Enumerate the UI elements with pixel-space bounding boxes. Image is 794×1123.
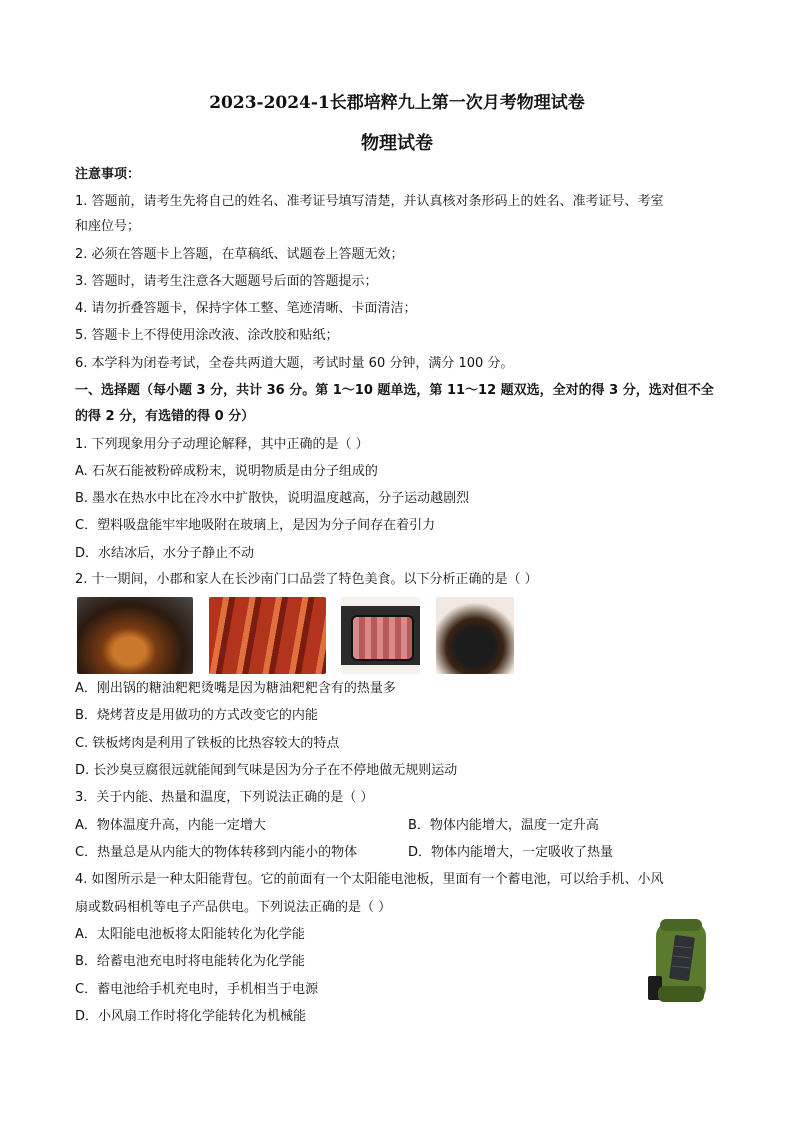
notes-heading: 注意事项： (75, 167, 141, 182)
exam-subtitle: 物理试卷 (361, 133, 433, 154)
q2-option-c: C. 铁板烤肉是利用了铁板的比热容较大的特点 (75, 736, 340, 751)
grilled-skewers-photo (209, 597, 326, 674)
q4-option-c: C．蓄电池给手机充电时，手机相当于电源 (75, 982, 319, 997)
q2-option-d: D. 长沙臭豆腐很远就能闻到气味是因为分子在不停地做无规则运动 (75, 763, 458, 778)
q2-option-a: A．刚出锅的糖油粑粑烫嘴是因为糖油粑粑含有的热量多 (75, 681, 396, 696)
q1-option-d: D．水结冰后，水分子静止不动 (75, 546, 255, 561)
exam-title: 2023-2024-1长郡培粹九上第一次月考物理试卷 (209, 93, 585, 113)
question-1-stem: 1. 下列现象用分子动理论解释，其中正确的是（ ） (75, 437, 369, 452)
note-item: 和座位号； (75, 219, 141, 234)
note-item: 1. 答题前，请考生先将自己的姓名、准考证号填写清楚，并认真核对条形码上的姓名、准考证号、考室 (75, 194, 664, 209)
iron-plate-bbq-photo (341, 597, 420, 674)
note-item: 5. 答题卡上不得使用涂改液、涂改胶和贴纸； (75, 328, 339, 343)
note-item: 6. 本学科为闭卷考试，全卷共两道大题，考试时量 60 分钟，满分 100 分。 (75, 356, 514, 371)
q4-option-d: D．小风扇工作时将化学能转化为机械能 (75, 1009, 307, 1024)
note-item: 2. 必须在答题卡上答题，在草稿纸、试题卷上答题无效； (75, 247, 404, 262)
question-4-stem-cont: 扇或数码相机等电子产品供电。下列说法正确的是（ ） (75, 900, 392, 915)
question-4-stem: 4. 如图所示是一种太阳能背包。它的前面有一个太阳能电池板，里面有一个蓄电池，可以给手机、小风 (75, 872, 664, 887)
solar-backpack-photo (646, 916, 716, 1008)
question-3-stem: 3．关于内能、热量和温度，下列说法正确的是（ ） (75, 790, 374, 805)
q1-option-b: B. 墨水在热水中比在冷水中扩散快，说明温度越高，分子运动越剧烈 (75, 491, 470, 506)
note-item: 3. 答题时，请考生注意各大题题号后面的答题提示； (75, 274, 378, 289)
q3-option-b: B．物体内能增大，温度一定升高 (408, 818, 599, 833)
q3-option-d: D．物体内能增大，一定吸收了热量 (408, 845, 614, 860)
section-heading-cont: 的得 2 分，有选错的得 0 分） (75, 409, 255, 424)
fried-dough-photo (77, 597, 193, 674)
q1-option-c: C．塑料吸盘能牢牢地吸附在玻璃上，是因为分子间存在着引力 (75, 518, 436, 533)
q4-option-b: B．给蓄电池充电时将电能转化为化学能 (75, 954, 305, 969)
stinky-tofu-photo (436, 597, 514, 674)
q3-option-c: C．热量总是从内能大的物体转移到内能小的物体 (75, 845, 358, 860)
q3-option-a: A．物体温度升高，内能一定增大 (75, 818, 266, 833)
note-item: 4. 请勿折叠答题卡，保持字体工整、笔迹清晰、卡面清洁； (75, 301, 417, 316)
q1-option-a: A. 石灰石能被粉碎成粉末，说明物质是由分子组成的 (75, 464, 378, 479)
q4-option-a: A．太阳能电池板将太阳能转化为化学能 (75, 927, 305, 942)
question-2-stem: 2. 十一期间，小郡和家人在长沙南门口品尝了特色美食。以下分析正确的是（ ） (75, 572, 538, 587)
section-heading: 一、选择题（每小题 3 分，共计 36 分。第 1～10 题单选，第 11～12 题双选，全对的得 3 分，选对但不全 (75, 383, 714, 398)
q2-option-b: B．烧烤苕皮是用做功的方式改变它的内能 (75, 708, 318, 723)
